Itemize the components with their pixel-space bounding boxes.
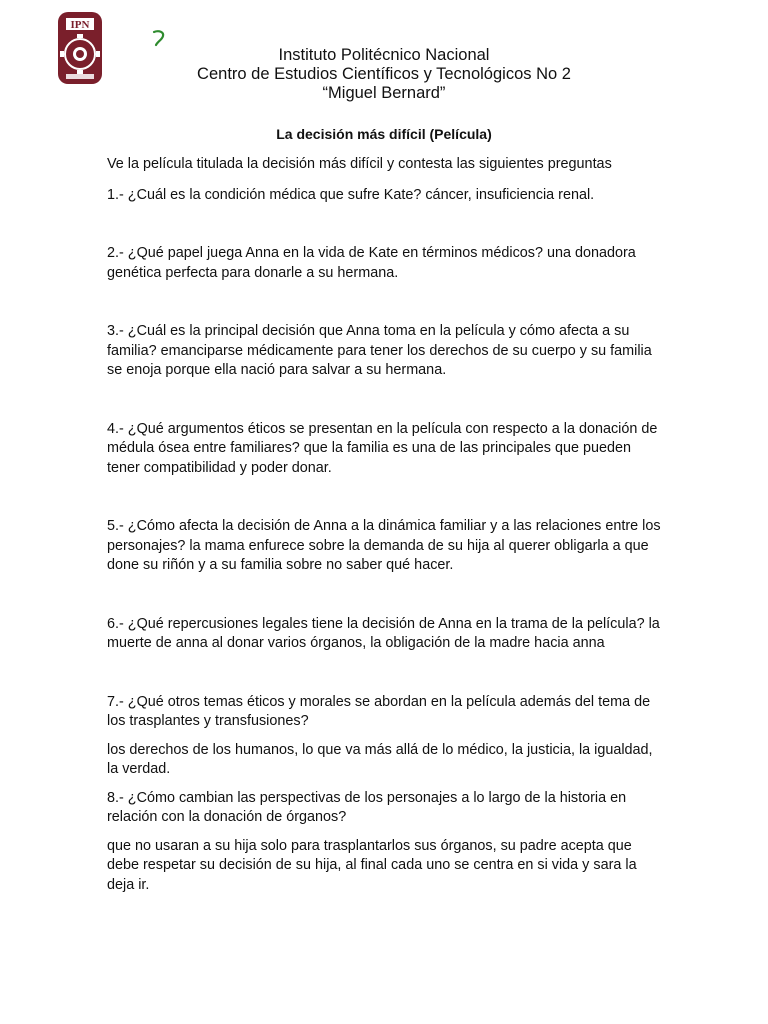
leaf-icon xyxy=(151,28,167,48)
document-title: La decisión más difícil (Película) xyxy=(276,126,492,142)
intro-text: Ve la película titulada la decisión más difícil y contesta las siguientes preguntas xyxy=(107,156,612,172)
question-4: 4.- ¿Qué argumentos éticos se presentan en la película con respecto a la donación de médula ósea entre familiares? que la familia es una de las principales que pueden tener compatibilidad y poder donar. xyxy=(107,420,658,476)
question-7: 7.- ¿Qué otros temas éticos y morales se abordan en la película además del tema de los trasplantes y transfusiones? xyxy=(107,693,651,729)
question-2: 2.- ¿Qué papel juega Anna en la vida de Kate en términos médicos? una donadora genética perfecta para donarle a su hermana. xyxy=(107,245,636,281)
school-name: “Miguel Bernard” xyxy=(322,84,446,102)
question-6: 6.- ¿Qué repercusiones legales tiene la decisión de Anna en la trama de la película? la muerte de anna al donar varios órganos, la obligación de la madre hacia anna xyxy=(107,615,660,651)
question-5: 5.- ¿Cómo afecta la decisión de Anna a la dinámica familiar y a las relaciones entre los personajes? la mama enfurece sobre la demanda de su hija al querer obligarla a que done su riñón y a su familia sobre no saber qué hacer. xyxy=(107,518,661,573)
document-body xyxy=(107,155,667,895)
question-8: 8.- ¿Cómo cambian las perspectivas de los personajes a lo largo de la historia en relación con la donación de órganos? xyxy=(107,789,627,825)
center-name: Centro de Estudios Científicos y Tecnológicos No 2 xyxy=(197,65,571,83)
ipn-logo-icon xyxy=(52,10,108,86)
question-3: 3.- ¿Cuál es la principal decisión que Anna toma en la película y cómo afecta a su familia? emanciparse médicamente para tener los derechos de su cuerpo y su familia se enoja porque ella nació para salvar a su hermana. xyxy=(107,323,652,378)
answer-7: los derechos de los humanos, lo que va más allá de lo médico, la justicia, la igualdad, la verdad. xyxy=(107,741,653,777)
question-1: 1.- ¿Cuál es la condición médica que sufre Kate? cáncer, insuficiencia renal. xyxy=(107,186,595,203)
document-header xyxy=(150,46,618,103)
institution-name: Instituto Politécnico Nacional xyxy=(278,46,490,64)
svg-text:IPN: IPN xyxy=(70,19,90,31)
answer-8: que no usaran a su hija solo para trasplantarlos sus órganos, su padre acepta que debe respetar su decisión de su hija, al final cada uno se centra en si vida y sara la deja ir. xyxy=(107,837,637,893)
